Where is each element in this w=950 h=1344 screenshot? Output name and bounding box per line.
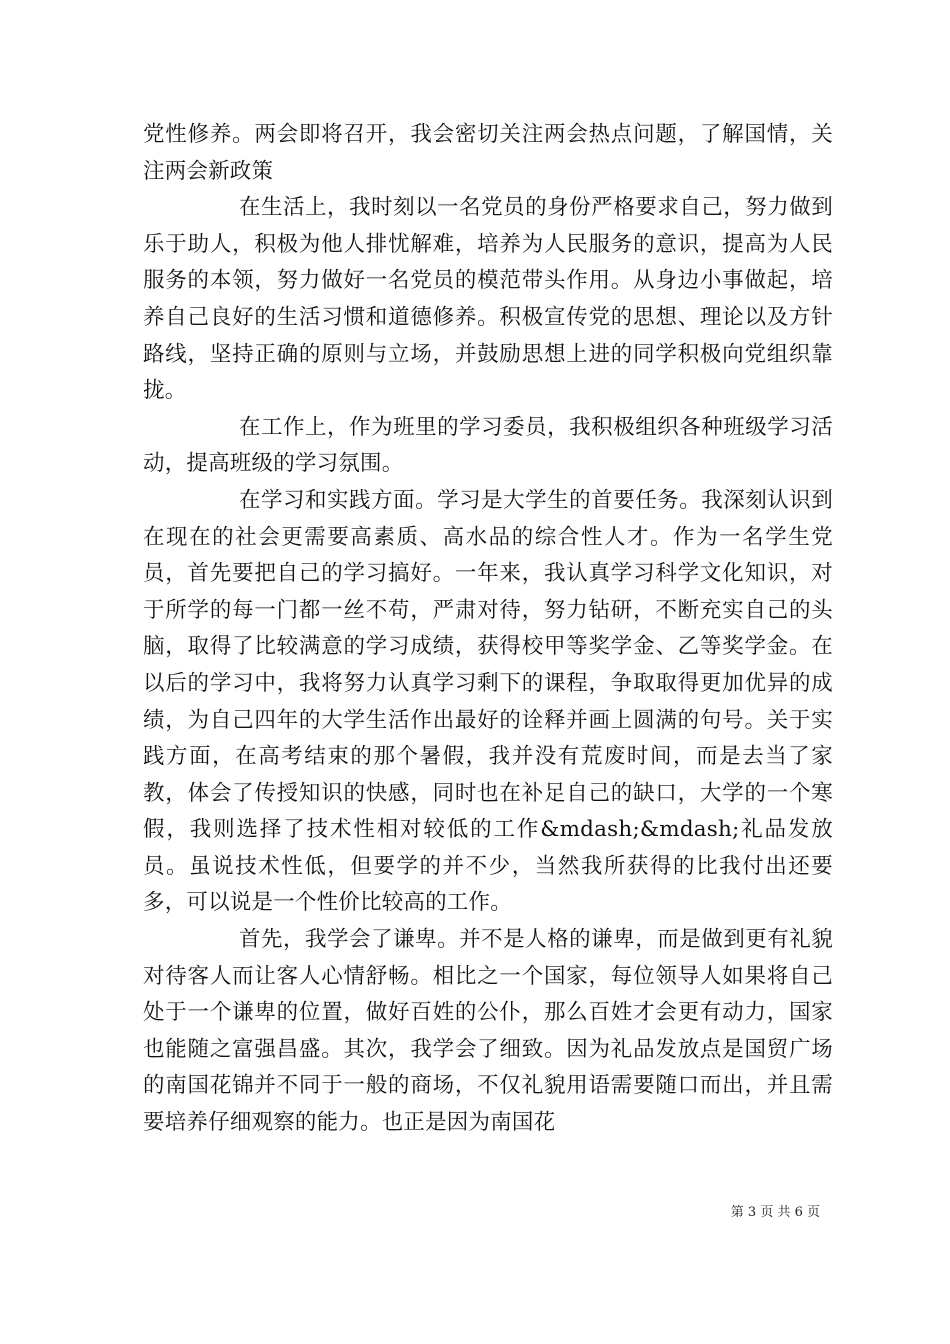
page-number: 第 3 页 共 6 页	[730, 1205, 820, 1220]
paragraph-continuation: 党性修养。两会即将召开，我会密切关注两会热点问题，了解国情，关注两会新政策	[143, 122, 833, 184]
paragraph-humility: 首先，我学会了谦卑。并不是人格的谦卑，而是做到更有礼貌对待客人而让客人心情舒畅。相比之一个国家，每位领导人如果将自己处于一个谦卑的位置，做好百姓的公仆，那么百姓才会更有动力，国家也能随之富强昌盛。其次，我学会了细致。因为礼品发放点是国贸广场的南国花锦并不同于一般的商场，不仅礼貌用语需要随口而出，并且需要培养仔细观察的能力。也正是因为南国花	[143, 927, 833, 1136]
paragraph-work: 在工作上，作为班里的学习委员，我积极组织各种班级学习活动，提高班级的学习氛围。	[143, 414, 833, 477]
paragraph-life: 在生活上，我时刻以一名党员的身份严格要求自己，努力做到乐于助人，积极为他人排忧解难，培养为人民服务的意识，提高为人民服务的本领，努力做好一名党员的模范带头作用。从身边小事做起，培养自己良好的生活习惯和道德修养。积极宣传党的思想、理论以及方针路线，坚持正确的原则与立场，并鼓励思想上进的同学积极向党组织靠拢。	[143, 195, 833, 404]
paragraph-study-practice: 在学习和实践方面。学习是大学生的首要任务。我深刻认识到在现在的社会更需要高素质、高水品的综合性人才。作为一名学生党员，首先要把自己的学习搞好。一年来，我认真学习科学文化知识，对于所学的每一门都一丝不苟，严肃对待，努力钻研，不断充实自己的头脑，取得了比较满意的学习成绩，获得校甲等奖学金、乙等奖学金。在以后的学习中，我将努力认真学习剩下的课程，争取取得更加优异的成绩，为自己四年的大学生活作出最好的诠释并画上圆满的句号。关于实践方面，在高考结束的那个暑假，我并没有荒废时间，而是去当了家教，体会了传授知识的快感，同时也在补足自己的缺口，大学的一个寒假，我则选择了技术性相对较低的工作&mdash;&mdash;礼品发放员。虽说技术性低，但要学的并不少，当然我所获得的比我付出还要多，可以说是一个性价比较高的工作。	[143, 487, 833, 916]
document-body	[143, 117, 833, 1142]
